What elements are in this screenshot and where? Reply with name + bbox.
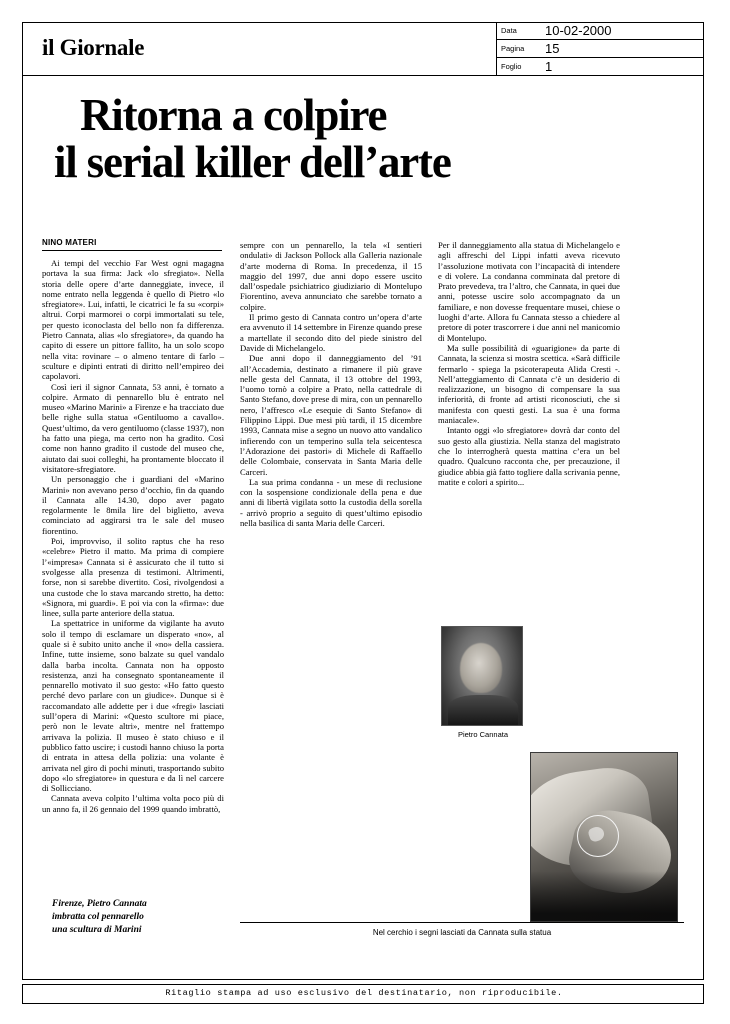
paragraph: sempre con un pennarello, la tela «I sentieri ondulati» di Jackson Pollock alla Galleria nazionale d’arte moderna di Roma. In precedenza, il 15 maggio del 1997, due anni dopo essere uscito dall’ospedale psichiatrico giudiziario di Montelupo Fiorentino, aveva annunciato che sarebbe tornato a colpire. [240,240,422,312]
paragraph: Ma sulle possibilità di «guarigione» da parte di Cannata, la scienza si mostra scettica. «Sarà difficile fermarlo - spiega la psicoterapeuta Alida Cresti -. Nell’atteggiamento di Cannata c’è un desiderio di realizzazione, un bisogno di compensare la sua inferiorità, di fronte ad artisti riconosciuti, che si manifesta con questi gesti. La sua è una forma maniacale». [438,342,620,426]
paragraph: Un personaggio che i guardiani del «Marino Marini» non avevano perso d’occhio, fin da quando il Cannata alle 14.30, dopo aver pagato regolarmente le 8mila lire del biglietto, aveva cominciato ad aggirarsi tra le sale del museo fiorentino. [42,474,224,536]
byline-rule [42,250,222,251]
paragraph: Ai tempi del vecchio Far West ogni magagna portava la sua firma: Jack «lo sfregiato». Nella storia delle opere d’arte danneggiate, invece, il nome entrato nella leggenda è quello di Pietro «lo sfregiatore». Lui, infatti, le cicatrici le fa su «corpi» altrui. Corpi marmorei o corpi immortalati su tele, per questo iconoclasta del bello non fa differenza. Pietro Cannata, alias «lo sfregiatore», da quando ha capito di essere un pittore fallito, ha un solo scopo nella vita: rovinare – o almeno tentare di farlo – sculture e dipinti entrati di diritto nell’empireo dei capolavori. [42,258,224,382]
photo-caption-pietro-cannata: Pietro Cannata [457,730,509,739]
photo-pietro-cannata [441,626,523,726]
meta-label-pagina: Pagina [501,44,525,53]
paragraph: Intanto oggi «lo sfregiatore» dovrà dar conto del suo gesto alla giustizia. Nella stanza del magistrato che lo interrogherà questa mattina c’era un bel quadro. Qualcuno racconta che, per precauzione, il giudice abbia già fatto togliere dalla scrivania penne, matite e colori a spirito... [438,425,620,487]
meta-value-foglio: 1 [545,59,553,74]
paragraph: Per il danneggiamento alla statua di Michelangelo e agli affreschi del Lippi infatti aveva ricevuto l’assoluzione motivata con l’incapacità di intendere e di volere. La condanna comminata dal pretore di Prato prevedeva, tra l’altro, che Cannata, in quei due anni, potesse uscire solo accompagnato da un familiare, e non dovesse frequentare musei, chiese o luoghi d’arte. Allora fu Cannata stesso a chiedere al pretore di poter trascorrere i due anni nel manicomio di Montelupo. [438,240,620,343]
photo-statue-highlight-circle [577,815,619,857]
meta-box [496,22,704,76]
photo-face-highlight [460,643,502,693]
masthead [22,22,704,76]
article-column-1 [42,258,224,814]
meta-row-foglio [497,58,704,76]
photo-shoulders [448,695,518,725]
caption-statue: Nel cerchio i segni lasciati da Cannata sulla statua [372,928,552,937]
paragraph: Cannata aveva colpito l’ultima volta poco più di un anno fa, il 26 gennaio del 1999 quando imbrattò, [42,793,224,814]
article-column-2 [240,240,422,528]
article-byline: NINO MATERI [42,238,97,247]
paragraph: La sua prima condanna - un mese di reclusione con la sospensione condizionale della pena e due anni di libertà vigilata sotto la custodia della sorella - arrivò proprio a seguito di quest’ultimo episodio nella basilica di santa Maria delle Carceri. [240,476,422,529]
paragraph: Il primo gesto di Cannata contro un’opera d’arte era avvenuto il 14 settembre in Firenze quando prese a martellate il secondo dito del piede sinistro del Davide di Michelangelo. [240,312,422,353]
footer-disclaimer: Ritaglio stampa ad uso esclusivo del destinatario, non riproducibile. [165,988,563,998]
caption-left-line-2: imbratta col pennarello [52,912,144,922]
meta-row-data [497,22,704,40]
photo-statue-vignette [531,871,678,921]
publication-title: il Giornale [42,35,145,60]
meta-value-pagina: 15 [545,41,560,56]
footer-bar [22,984,704,1004]
caption-left [52,898,242,937]
paragraph: La spettatrice in uniforme da vigilante ha avuto solo il tempo di esclamare un disperato «no», al quale si è subito unito anche il «no» della cassiera. Infine, tutte insieme, sono balzate su quel vandalo dalla barba incolta. Cannata non ha opposto resistenza, anzi ha consegnato spontaneamente il pennarello motivato il suo gesto: «Ho fatto questo perché devo parlare con un giudice». Dunque si è raccomandato alle addette per i due «fregi» lasciati sull’opera di Marini: «Questo scultore mi piace, però non le levate altri», mentre nel frattempo arrivava la polizia. Il museo è stato chiuso e il pubblico fatto uscire; i custodi hanno chiuso la porta di entrata in attesa della polizia: una volante è arrivata nel giro di pochi minuti, trasportando subito dopo «lo sfregiatore» in questura e da lì nel carcere di Sollicciano. [42,618,224,794]
headline-line-2: il serial killer dell’arte [54,137,451,187]
headline-line-1: Ritorna a colpire [80,90,387,140]
meta-label-data: Data [501,26,517,35]
article-headline [54,90,620,187]
article-column-3 [438,240,620,487]
meta-label-foglio: Foglio [501,62,522,71]
paragraph: Così ieri il signor Cannata, 53 anni, è tornato a colpire. Armato di pennarello blu è entrato nel museo «Marino Marini» a Firenze e ha tracciato due belle righe sulla statua «Gentiluomo a cavallo». Quest’ultimo, da vero gentiluomo (classe 1937), non ha fatto una piega, ma certo non ha gradito. Così come non hanno gradito il custode del museo che, aiutato dai suoi colleghi, ha prontamente bloccato il visitatore-sfregiatore. [42,381,224,474]
caption-left-line-1: Firenze, Pietro Cannata [52,899,147,909]
meta-row-pagina [497,40,704,58]
meta-value-data: 10-02-2000 [545,23,612,38]
photo-statue [530,752,678,922]
paragraph: Poi, improvviso, il solito raptus che ha reso «celebre» Pietro il matto. Ma prima di compiere l’«impresa» Cannata si è assicurato che il tutto si svolgesse alla presenza di testimoni. Altrimenti, forse, non si sarebbe divertito. Così, rivolgendosi a una custode che lo stava marcando stretto, ha detto: «Signora, mi guardi». E poi via con la «firma»: due linee, sulla parte anteriore della statua. [42,536,224,619]
caption-left-line-3: una scultura di Marini [52,925,142,935]
paragraph: Due anni dopo il danneggiamento del ’91 all’Accademia, destinato a rimanere il più grave nelle gesta del Cannata, il 13 ottobre del 1993, l’uomo tornò a colpire a Prato, nella cattedrale di Santo Stefano, dove prese di mira, con un pennarello nero, l’affresco «Le esequie di Santo Stefano» di Filippino Lippi. Due mesi più tardi, il 15 dicembre 1993, Cannata mise a segno un nuovo atto vandalico infierendo con un temperino sulla tela seicentesca l’Adorazione dei pastori» di Michele di Raffaello delle Colombaie, conservata in Santa Maria delle Carceri. [240,353,422,477]
caption-rule [240,922,684,923]
